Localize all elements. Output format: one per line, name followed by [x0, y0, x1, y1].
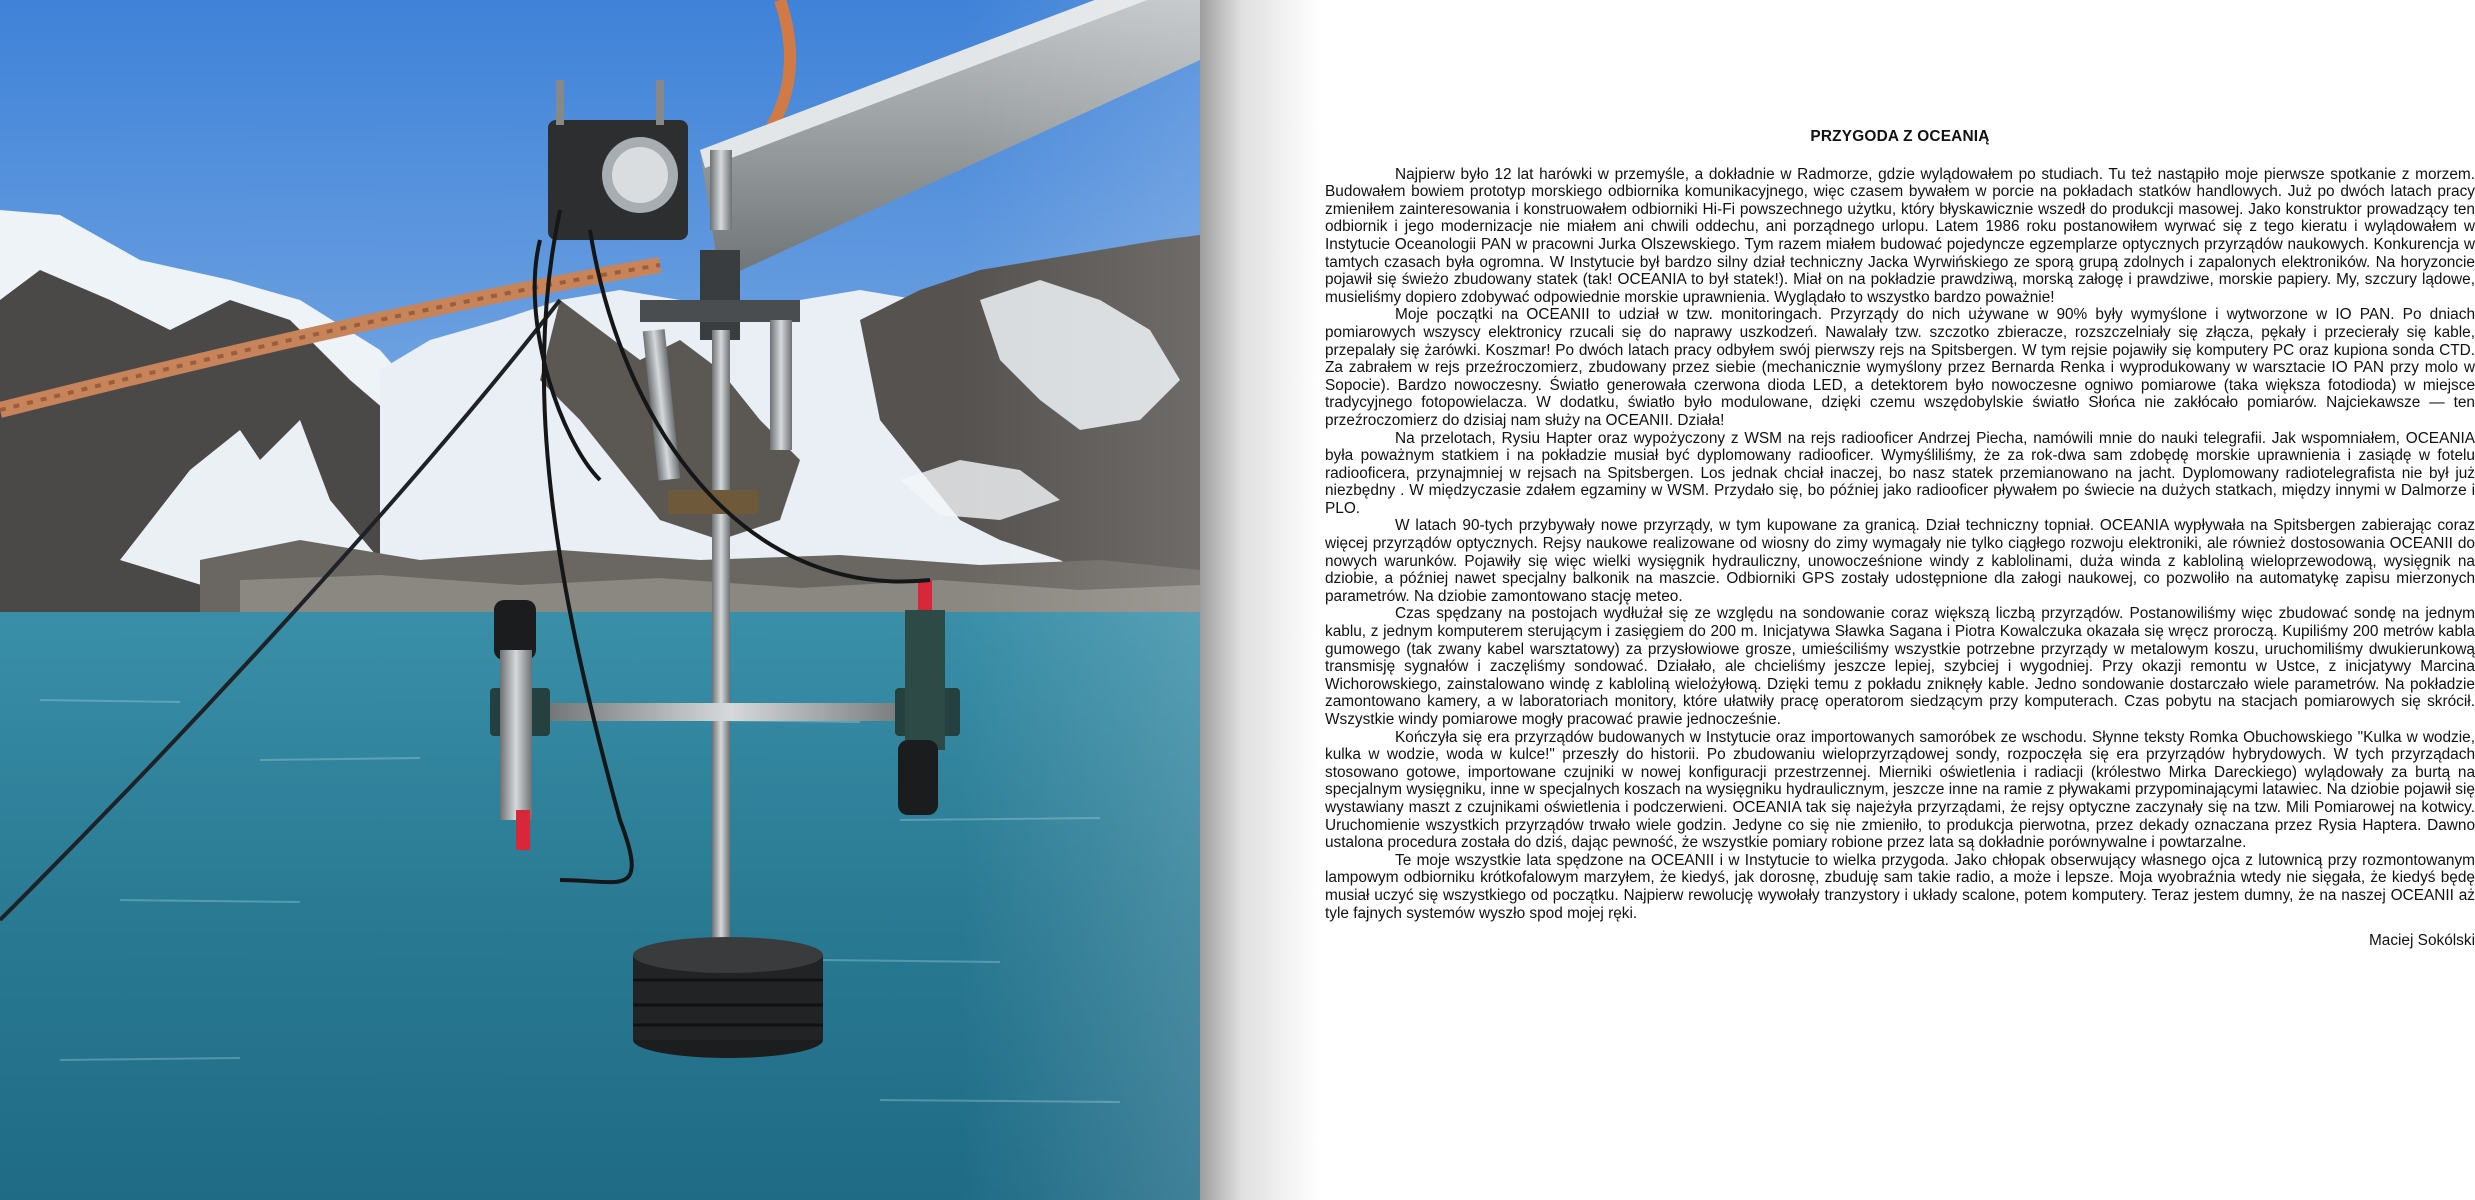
paragraph: Te moje wszystkie lata spędzone na OCEANII i w Instytucie to wielka przygoda. Jako chłopak obserwujący własnego ojca z lutownicą przy rozmontowanym lampowym odbiorniku krótkofalowym marzyłem, że kiedyś, jak dorosnę, zbuduję sam takie radio, a może i lepsze. Moja wyobraźnia wtedy nie sięgała, że kiedyś będę musiał uczyć się wszystkiego od początku. Najpierw rewolucję wywołały tranzystory i układy scalone, potem komputery. Teraz jestem dumny, że na naszej OCEANII aż tyle fajnych systemów wyszło spod mojej ręki. [1325, 851, 2475, 922]
paragraph: Moje początki na OCEANII to udział w tzw. monitoringach. Przyrządy do nich używane w 90% były wymyślone i wytworzone w IO PAN. Po dniach pomiarowych wszyscy elektronicy rzucali się do naprawy uszkodzeń. Nawalały tzw. szczotko zbieracze, rozszczelniały się złącza, pękały i przecierały się kable, przepalały się żarówki. Koszmar! Po dwóch latach pracy odbyłem swój pierwszy rejs na Spitsbergen. W tym rejsie pojawiły się komputery PC oraz kupiona sonda CTD. Za zabrałem w rejs przeźroczomierz, zbudowany przez siebie (mechanicznie wymyślony przez Bernarda Renka i wyprodukowany w warsztacie IO PAN przy molo w Sopocie). Bardzo nowoczesny. Światło generowała czerwona dioda LED, a detektorem było nowoczesne ogniwo pomiarowe (taka większa fotodioda) w miejsce tradycyjnego fotopowielacza. W dodatku, światło było modulowane, dzięki czemu wszędobylskie światło Słońca nie zakłócało pomiarów. Najciekawsze — ten przeźroczomierz do dzisiaj nam służy na OCEANII. Działa! [1325, 306, 2475, 429]
instrument-photo [0, 0, 1200, 1200]
text-page [1200, 0, 2475, 1200]
paragraph: Kończyła się era przyrządów budowanych w Instytucie oraz importowanych samoróbek ze wschodu. Słynne teksty Romka Obuchowskiego "Kulka w wodzie, kulka w wodzie, woda w kulce!" przeszły do historii. Po zbudowaniu wieloprzyrządowej sondy, rozpoczęła się era przyrządów hybrydowych. W tych przyrządach stosowano gotowe, importowane czujniki w nowej konfiguracji przestrzennej. Mierniki oświetlenia i radiacji (królestwo Mirka Dareckiego) wylądowały za burtą na specjalnym wysięgniku, inne w specjalnych koszach na wysięgniku hydraulicznym, jeszcze inne na ramie z pływakami przypominającymi latawiec. Na dziobie pojawił się wystawiany maszt z czujnikami oświetlenia i podczerwieni. OCEANIA tak się najeżyła przyrządami, że rejsy optyczne zaczynały się na tzw. Mili Pomiarowej na kotwicy. Uruchomienie wszystkich przyrządów trwało wiele godzin. Jedyne co się nie zmieniło, to produkcja pierwotna, przez dekady oznaczana przez Rysia Haptera. Dawno ustalona procedura została do dziś, dając pewność, że wszystkie pomiary robione przez lata są dokładnie porównywalne i powtarzalne. [1325, 728, 2475, 852]
paragraph: Czas spędzany na postojach wydłużał się ze względu na sondowanie coraz większą liczbą przyrządów. Postanowiliśmy więc zbudować sondę na jednym kablu, z jednym komputerem sterującym i zasięgiem do 200 m. Inicjatywa Sławka Sagana i Piotra Kowalczuka okazała się wręcz proroczą. Kupiliśmy 200 metrów kabla gumowego (tak zwany kabel warsztatowy) za przysłowiowe grosze, umieściliśmy wszystkie potrzebne przyrządy w metalowym koszu, uruchomiliśmy dwukierunkową transmisję sygnałów i zaczęliśmy sondować. Działało, ale chcieliśmy jeszcze lepiej, szybciej i wygodniej. Przy okazji remontu w Ustce, z inicjatywy Marcina Wichorowskiego, zainstalowano windę z kabloliną wielożyłową. Dzięki temu z pokładu zniknęły kable. Jedno sondowanie dostarczało wiele parametrów. Na pokładzie zamontowano kamery, a w laboratoriach monitory, które ułatwiły pracę operatorom siedzącym przy komputerach. Czas pobytu na stacjach pomiarowych się skrócił. Wszystkie windy pomiarowe mogły pracować prawie jednocześnie. [1325, 605, 2475, 728]
article [1325, 128, 2475, 950]
paragraph: Na przelotach, Rysiu Hapter oraz wypożyczony z WSM na rejs radiooficer Andrzej Piecha, namówili mnie do nauki telegrafii. Jak wspomniałem, OCEANIA była poważnym statkiem i na pokładzie musiał być dyplomowany radiooficer. Wymyśliliśmy, że za rok-dwa sam zdobędę morskie uprawnienia i zasiądę w fotelu radiooficera, przynajmniej w rejsach na Spitsbergen. Los jednak chciał inaczej, bo nasz statek przemianowano na jacht. Dyplomowany radiotelegrafista nie był już niezbędny . W międzyczasie zdałem egzaminy w WSM. Przydało się, bo później jako radiooficer pływałem po świecie na dużych statkach, między innymi w Dalmorze i PLO. [1325, 429, 2475, 517]
paragraph: Najpierw było 12 lat harówki w przemyśle, a dokładnie w Radmorze, gdzie wylądowałem po studiach. Tu też nastąpiło moje pierwsze spotkanie z morzem. Budowałem bowiem prototyp morskiego odbiornika komunikacyjnego, więc czasem bywałem w porcie na pokładach statków handlowych. Już po dwóch latach pracy zmieniłem zainteresowania i konstruowałem odbiorniki Hi-Fi powszechnego użytku, który błyskawicznie wszedł do produkcji masowej. Jako konstruktor prowadzący ten odbiornik i jego modernizacje nie miałem ani chwili oddechu, ani porządnego urlopu. Latem 1986 roku postanowiłem wyrwać się z tego kieratu i wylądowałem w Instytucie Oceanologii PAN w pracowni Jurka Olszewskiego. Tym razem miałem budować pojedyncze egzemplarze optycznych przyrządów naukowych. Konkurencja w tamtych czasach była ogromna. W Instytucie był bardzo silny dział techniczny Jacka Wyrwińskiego ze sporą grupą zdolnych i zapalonych elektroników. Na horyzoncie pojawił się świeżo zbudowany statek (tak! OCEANIA to był statek!). Miał on na pokładzie prawdziwą, morską załogę i prawdziwe, morskie papiery. My, szczury lądowe, musieliśmy dopiero zdobywać odpowiednie morskie uprawnienia. Wyglądało to wszystko bardzo poważnie! [1325, 165, 2475, 306]
author-signature: Maciej Sokólski [2368, 932, 2475, 950]
paragraph: W latach 90-tych przybywały nowe przyrządy, w tym kupowane za granicą. Dział techniczny topniał. OCEANIA wypływała na Spitsbergen zabierając coraz więcej przyrządów optycznych. Rejsy naukowe realizowane od wiosny do zimy wymagały nie tylko ciągłego rozwoju elektroniki, ale również dostosowania OCEANII do nowych warunków. Pojawiły się więc wielki wysięgnik hydrauliczny, unowocześnione windy z kablolinami, duża winda z kabloliną wieloprzewodową, wysięgnik na dziobie, a później nawet specjalny balkonik na maszcie. Odbiorniki GPS zostały udostępnione dla załogi naukowej, co pozwoliło na automatykę zapisu mierzonych parametrów. Na dziobie zamontowano stację meteo. [1325, 517, 2475, 605]
article-title: PRZYGODA Z OCEANIĄ [1810, 128, 1990, 145]
photo-page [0, 0, 1200, 1200]
